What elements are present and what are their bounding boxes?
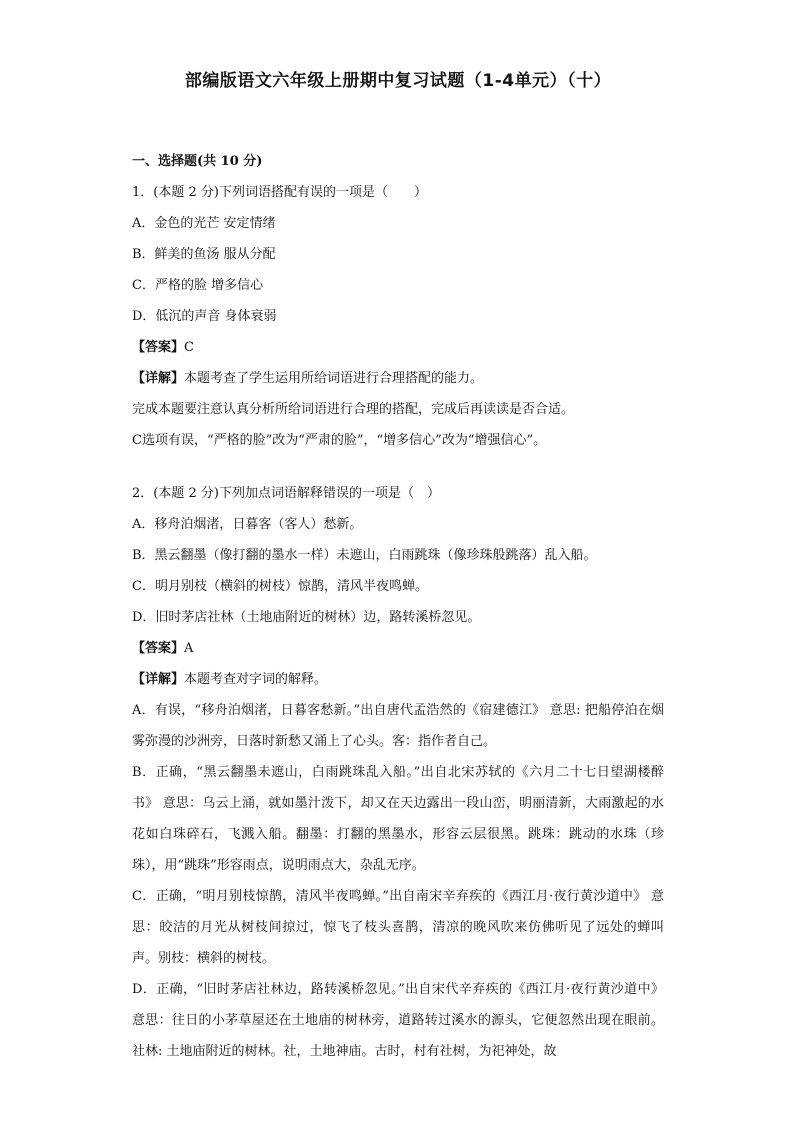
detail-line: C选项有误，“严格的脸”改为“严肃的脸”，“增多信心”改为“增强信心”。 xyxy=(132,433,547,448)
answer-value: C xyxy=(184,340,194,355)
option-b: B．黑云翻墨（像打翻的墨水一样）未遮山，白雨跳珠（像珍珠般跳落）乱入船。 xyxy=(132,548,597,563)
detail-label: 【详解】 xyxy=(132,371,185,386)
question-stem: 2．(本题 2 分)下列加点词语解释错误的一项是（ ） xyxy=(132,486,440,501)
section-heading-choice: 一、选择题(共 10 分) xyxy=(132,154,263,169)
question-1 xyxy=(132,177,664,456)
explanation-a: A．有误，“移舟泊烟渚，日暮客愁新。”出自唐代孟浩然的《宿建德江》 意思: 把船停泊在烟雾弥漫的沙洲旁，日落时新愁又涌上了心头。客：指作者自己。 xyxy=(132,703,664,749)
answer-label: 【答案】 xyxy=(132,340,185,355)
detail xyxy=(132,664,664,695)
option-b: B．鲜美的鱼汤 服从分配 xyxy=(132,247,276,262)
question-stem: 1．(本题 2 分)下列词语搭配有误的一项是（ ） xyxy=(132,185,427,200)
question-2 xyxy=(132,478,664,1067)
detail-line: 完成本题要注意认真分析所给词语进行合理的搭配，完成后再读读是否合适。 xyxy=(132,402,575,417)
page-title: 部编版语文六年级上册期中复习试题（1-4单元）（十） xyxy=(184,71,612,91)
option-a: A．移舟泊烟渚，日暮客（客人）愁新。 xyxy=(132,517,363,532)
answer xyxy=(132,332,664,363)
option-a: A．金色的光芒 安定情绪 xyxy=(132,216,276,231)
explanation-d: D．正确，“旧时茅店社林边，路转溪桥忽见。”出自宋代辛弃疾的《西江月·夜行黄沙道中》 意思：往日的小茅草屋还在土地庙的树林旁，道路转过溪水的源头，它便忽然出现在眼前。社林: 土地庙附近的树林。社，土地神庙。古时，村有社树，为祀神处，故 xyxy=(132,982,664,1059)
spacer xyxy=(132,456,664,478)
explanation-b: B．正确，“黑云翻墨未遮山，白雨跳珠乱入船。”出自北宋苏轼的《六月二十七日望湖楼醉书》 意思：乌云上涌，就如墨汁泼下，却又在天边露出一段山峦，明丽清新，大雨激起的水花如白珠碎石，飞溅入船。翻墨：打翻的黑墨水，形容云层很黑。跳珠：跳动的水珠（珍珠），用“跳珠”形容雨点，说明雨点大，杂乱无序。 xyxy=(132,765,664,873)
detail xyxy=(132,363,664,394)
answer-label: 【答案】 xyxy=(132,641,185,656)
option-d: D．低沉的声音 身体衰弱 xyxy=(132,309,277,324)
option-c: C．严格的脸 增多信心 xyxy=(132,278,264,293)
answer-value: A xyxy=(184,641,194,656)
detail-label: 【详解】 xyxy=(132,672,185,687)
option-c: C．明月别枝（横斜的树枝）惊鹊，清风半夜鸣蝉。 xyxy=(132,579,428,594)
detail-text: 本题考查对字词的解释。 xyxy=(184,672,328,687)
detail-text: 本题考查了学生运用所给词语进行合理搭配的能力。 xyxy=(184,371,484,386)
answer xyxy=(132,633,664,664)
explanation-c: C．正确，“明月别枝惊鹊，清风半夜鸣蝉。”出自南宋辛弃疾的《西江月·夜行黄沙道中》 意思：皎洁的月光从树枝间掠过，惊飞了枝头喜鹊，清凉的晚风吹来仿佛听见了远处的蝉叫声。别枝：横斜的树枝。 xyxy=(132,889,664,966)
option-d: D．旧时茅店社林（土地庙附近的树林）边，路转溪桥忽见。 xyxy=(132,610,481,625)
